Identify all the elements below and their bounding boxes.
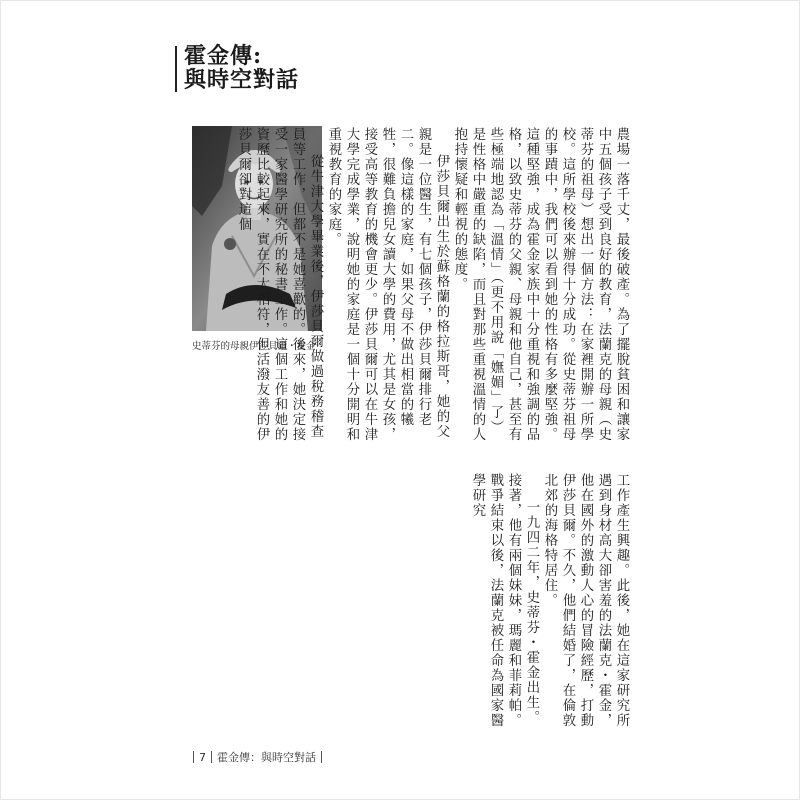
header-rule xyxy=(175,46,177,92)
photo-caption: 史蒂芬的母親伊莎貝爾・霍金 xyxy=(192,341,316,352)
paragraph: 工作產生興趣。此後，她在這家研究所遇到身材高大卻害羞的法蘭克・霍金，他在國外的激動人心的冒險經歷，打動伊莎貝爾。不久，他們結婚了，在倫敦北郊的海格特居住。 xyxy=(542,473,629,728)
body-text-lower xyxy=(468,473,630,728)
book-title xyxy=(184,44,299,92)
page-number: 7 xyxy=(199,751,206,764)
footer-divider xyxy=(211,751,212,763)
footer-divider xyxy=(321,751,322,763)
paragraph: 農場一落千丈，最後破產。為了擺脫貧困和讓家中五個孩子受到良好的教育，法蘭克的母親（史蒂芬的祖母）想出一個方法：在家裡開辦一所學校。這所學校後來辦得十分成功。從史蒂芬祖母的事蹟中，我們可以看到她的性格有多麼堅強。這種堅強，成為霍金家族中十分重視和強調的品格，以致史蒂芬的父親、母親和他自己，甚至有些極端地認為「溫情」（更不用說「嫵媚」了）是性格中嚴重的缺陷，而且對那些重視溫情的人抱持懷疑和輕視的態度。 xyxy=(452,127,629,442)
footer-divider xyxy=(193,751,194,763)
paragraph: 伊莎貝爾出生於蘇格蘭的格拉斯哥，她的父親是一位醫生，有七個孩子，伊莎貝爾排行老二。像這樣的家庭，如果父母不做出相當的犧牲，很難負擔兒女讀大學的費用，尤其是女孩，接受高等教育的機會更少。伊莎貝爾可以在牛津大學完成學業，說明她的家庭是一個十分開明和重視教育的家庭。 xyxy=(326,127,449,442)
book-title-line1: 霍金傳: xyxy=(184,43,263,69)
running-title: 霍金傳：與時空對話 xyxy=(217,751,316,764)
page-footer xyxy=(188,749,327,765)
body-text-upper xyxy=(234,127,630,445)
paragraph: 一九四二年，史蒂芬・霍金出生。接著，他有兩個妹妹，瑪麗和菲莉帕。戰爭結束以後，法蘭克被任命為國家醫學研究 xyxy=(470,473,539,728)
book-title-line2: 與時空對話 xyxy=(184,67,300,93)
paragraph: 從牛津大學畢業後，伊莎貝爾做過稅務稽查員等工作，但都不是她喜歡的。後來，她決定接受一家醫學研究所的秘書工作。這個工作和她的資歷比較起來，實在不太相符，但活潑友善的伊莎貝爾卻對這個 xyxy=(236,127,323,442)
